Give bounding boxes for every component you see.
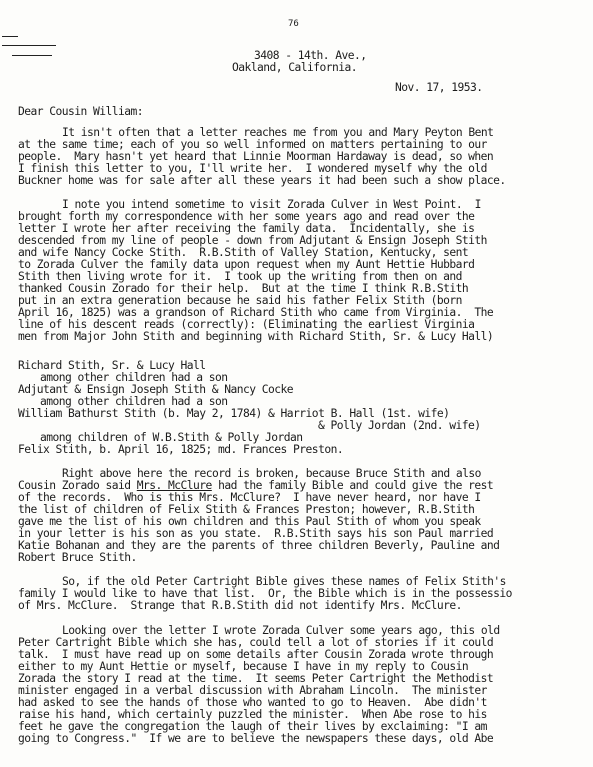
body-line: Buckner home was for sale after all these years it had been such a show place. — [18, 174, 506, 187]
body-line: had asked to see the hands of those who wanted to go to Heaven. Abe didn't — [18, 696, 487, 709]
genealogy-line: & Polly Jordan (2nd. wife) — [318, 419, 481, 432]
body-line: of the records. Who is this Mrs. McClure? I have never heard, nor have I — [18, 491, 481, 504]
text-segment: had the family Bible and could give the rest — [211, 479, 494, 492]
body-line: the list of children of Felix Stith & Frances Preston; however, R.B.Stith — [18, 503, 475, 516]
body-line: brought forth my correspondence with her some years ago and read over the — [18, 210, 475, 223]
body-line: April 16, 1825) was a grandson of Richard Stith who came from Virginia. The — [18, 306, 494, 319]
body-line: put in an extra generation because he said his father Felix Stith (born — [18, 294, 462, 307]
body-line: in your letter is his son as you state. R.B.Stith says his son Paul married — [18, 527, 494, 540]
genealogy-line: Richard Stith, Sr. & Lucy Hall — [18, 359, 206, 372]
address-line-1: 3408 - 14th. Ave., — [254, 49, 367, 62]
body-line: Stith then living wrote for it. I took up the writing from then on and — [18, 270, 462, 283]
genealogy-line: among other children had a son — [40, 371, 228, 384]
body-line: talk. I must have read up on some details after Cousin Zorada wrote through — [18, 648, 494, 661]
genealogy-line: William Bathurst Stith (b. May 2, 1784) & Harriot B. Hall (1st. wife) — [18, 407, 450, 420]
letter-date: Nov. 17, 1953. — [395, 81, 483, 94]
genealogy-line: among other children had a son — [40, 395, 228, 408]
page-number: 76 — [288, 19, 299, 29]
body-line: of Mrs. McClure. Strange that R.B.Stith did not identify Mrs. McClure. — [18, 599, 462, 612]
body-line: gave me the list of his own children and this Paul Stith of whom you speak — [18, 515, 481, 528]
body-line: Katie Bohanan and they are the parents of three children Beverly, Pauline and — [18, 539, 500, 552]
body-line: and wife Nancy Cocke Stith. R.B.Stith of Valley Station, Kentucky, sent — [18, 246, 469, 259]
body-line: Robert Bruce Stith. — [18, 551, 137, 564]
address-line-2: Oakland, California. — [232, 61, 358, 74]
body-line: descended from my line of people - down from Adjutant & Ensign Joseph Stith — [18, 234, 487, 247]
body-line: I finish this letter to you, I'll write her. I wondered myself why the old — [18, 162, 487, 175]
body-line: to Zorada Culver the family data upon request when my Aunt Hettie Hubbard — [18, 258, 475, 271]
body-line: Right above here the record is broken, because Bruce Stith and also — [62, 467, 481, 480]
body-line: either to my Aunt Hettie or myself, because I have in my reply to Cousin — [18, 660, 469, 673]
body-line: family I would like to have that list. Or, the Bible which is in the possessio — [18, 587, 512, 600]
margin-mark — [2, 36, 18, 37]
body-line: raise his hand, which certainly puzzled the minister. When Abe rose to his — [18, 708, 487, 721]
body-line: I note you intend sometime to visit Zorada Culver in West Point. I — [62, 198, 481, 211]
genealogy-line: Felix Stith, b. April 16, 1825; md. Frances Preston. — [18, 443, 344, 456]
genealogy-line: among children of W.B.Stith & Polly Jordan — [40, 431, 303, 444]
genealogy-line: Adjutant & Ensign Joseph Stith & Nancy Cocke — [18, 383, 294, 396]
body-line: Zorada the story I read at the time. It seems Peter Cartright the Methodist — [18, 672, 494, 685]
body-line: It isn't often that a letter reaches me from you and Mary Peyton Bent — [62, 126, 494, 139]
body-line: Peter Cartright Bible which she has, could tell a lot of stories if it could — [18, 636, 494, 649]
body-line: at the same time; each of you so well informed on matters pertaining to our — [18, 138, 487, 151]
body-line: Looking over the letter I wrote Zorada Culver some years ago, this old — [62, 624, 500, 637]
underlined-name: Mrs. McClure — [136, 479, 212, 492]
body-line: people. Mary hasn't yet heard that Linnie Moorman Hardaway is dead, so when — [18, 150, 494, 163]
salutation: Dear Cousin William: — [18, 105, 144, 118]
body-line: minister engaged in a verbal discussion with Abraham Lincoln. The minister — [18, 684, 487, 697]
margin-mark — [2, 45, 56, 46]
body-line: line of his descent reads (correctly): (Eliminating the earliest Virginia — [18, 318, 475, 331]
body-line: letter I wrote her after receiving the family data. Incidentally, she is — [18, 222, 475, 235]
body-line: feet he gave the congregation the laugh of their lives by exclaiming: "I am — [18, 720, 487, 733]
body-line: thanked Cousin Zorado for their help. But at the time I think R.B.Stith — [18, 282, 469, 295]
text-segment: Cousin Zorado said — [18, 479, 137, 492]
body-line: going to Congress." If we are to believe the newspapers these days, old Abe — [18, 732, 494, 745]
body-line: So, if the old Peter Cartright Bible gives these names of Felix Stith's — [62, 575, 506, 588]
body-line: men from Major John Stith and beginning with Richard Stith, Sr. & Lucy Hall) — [18, 330, 494, 343]
margin-mark — [12, 55, 52, 56]
